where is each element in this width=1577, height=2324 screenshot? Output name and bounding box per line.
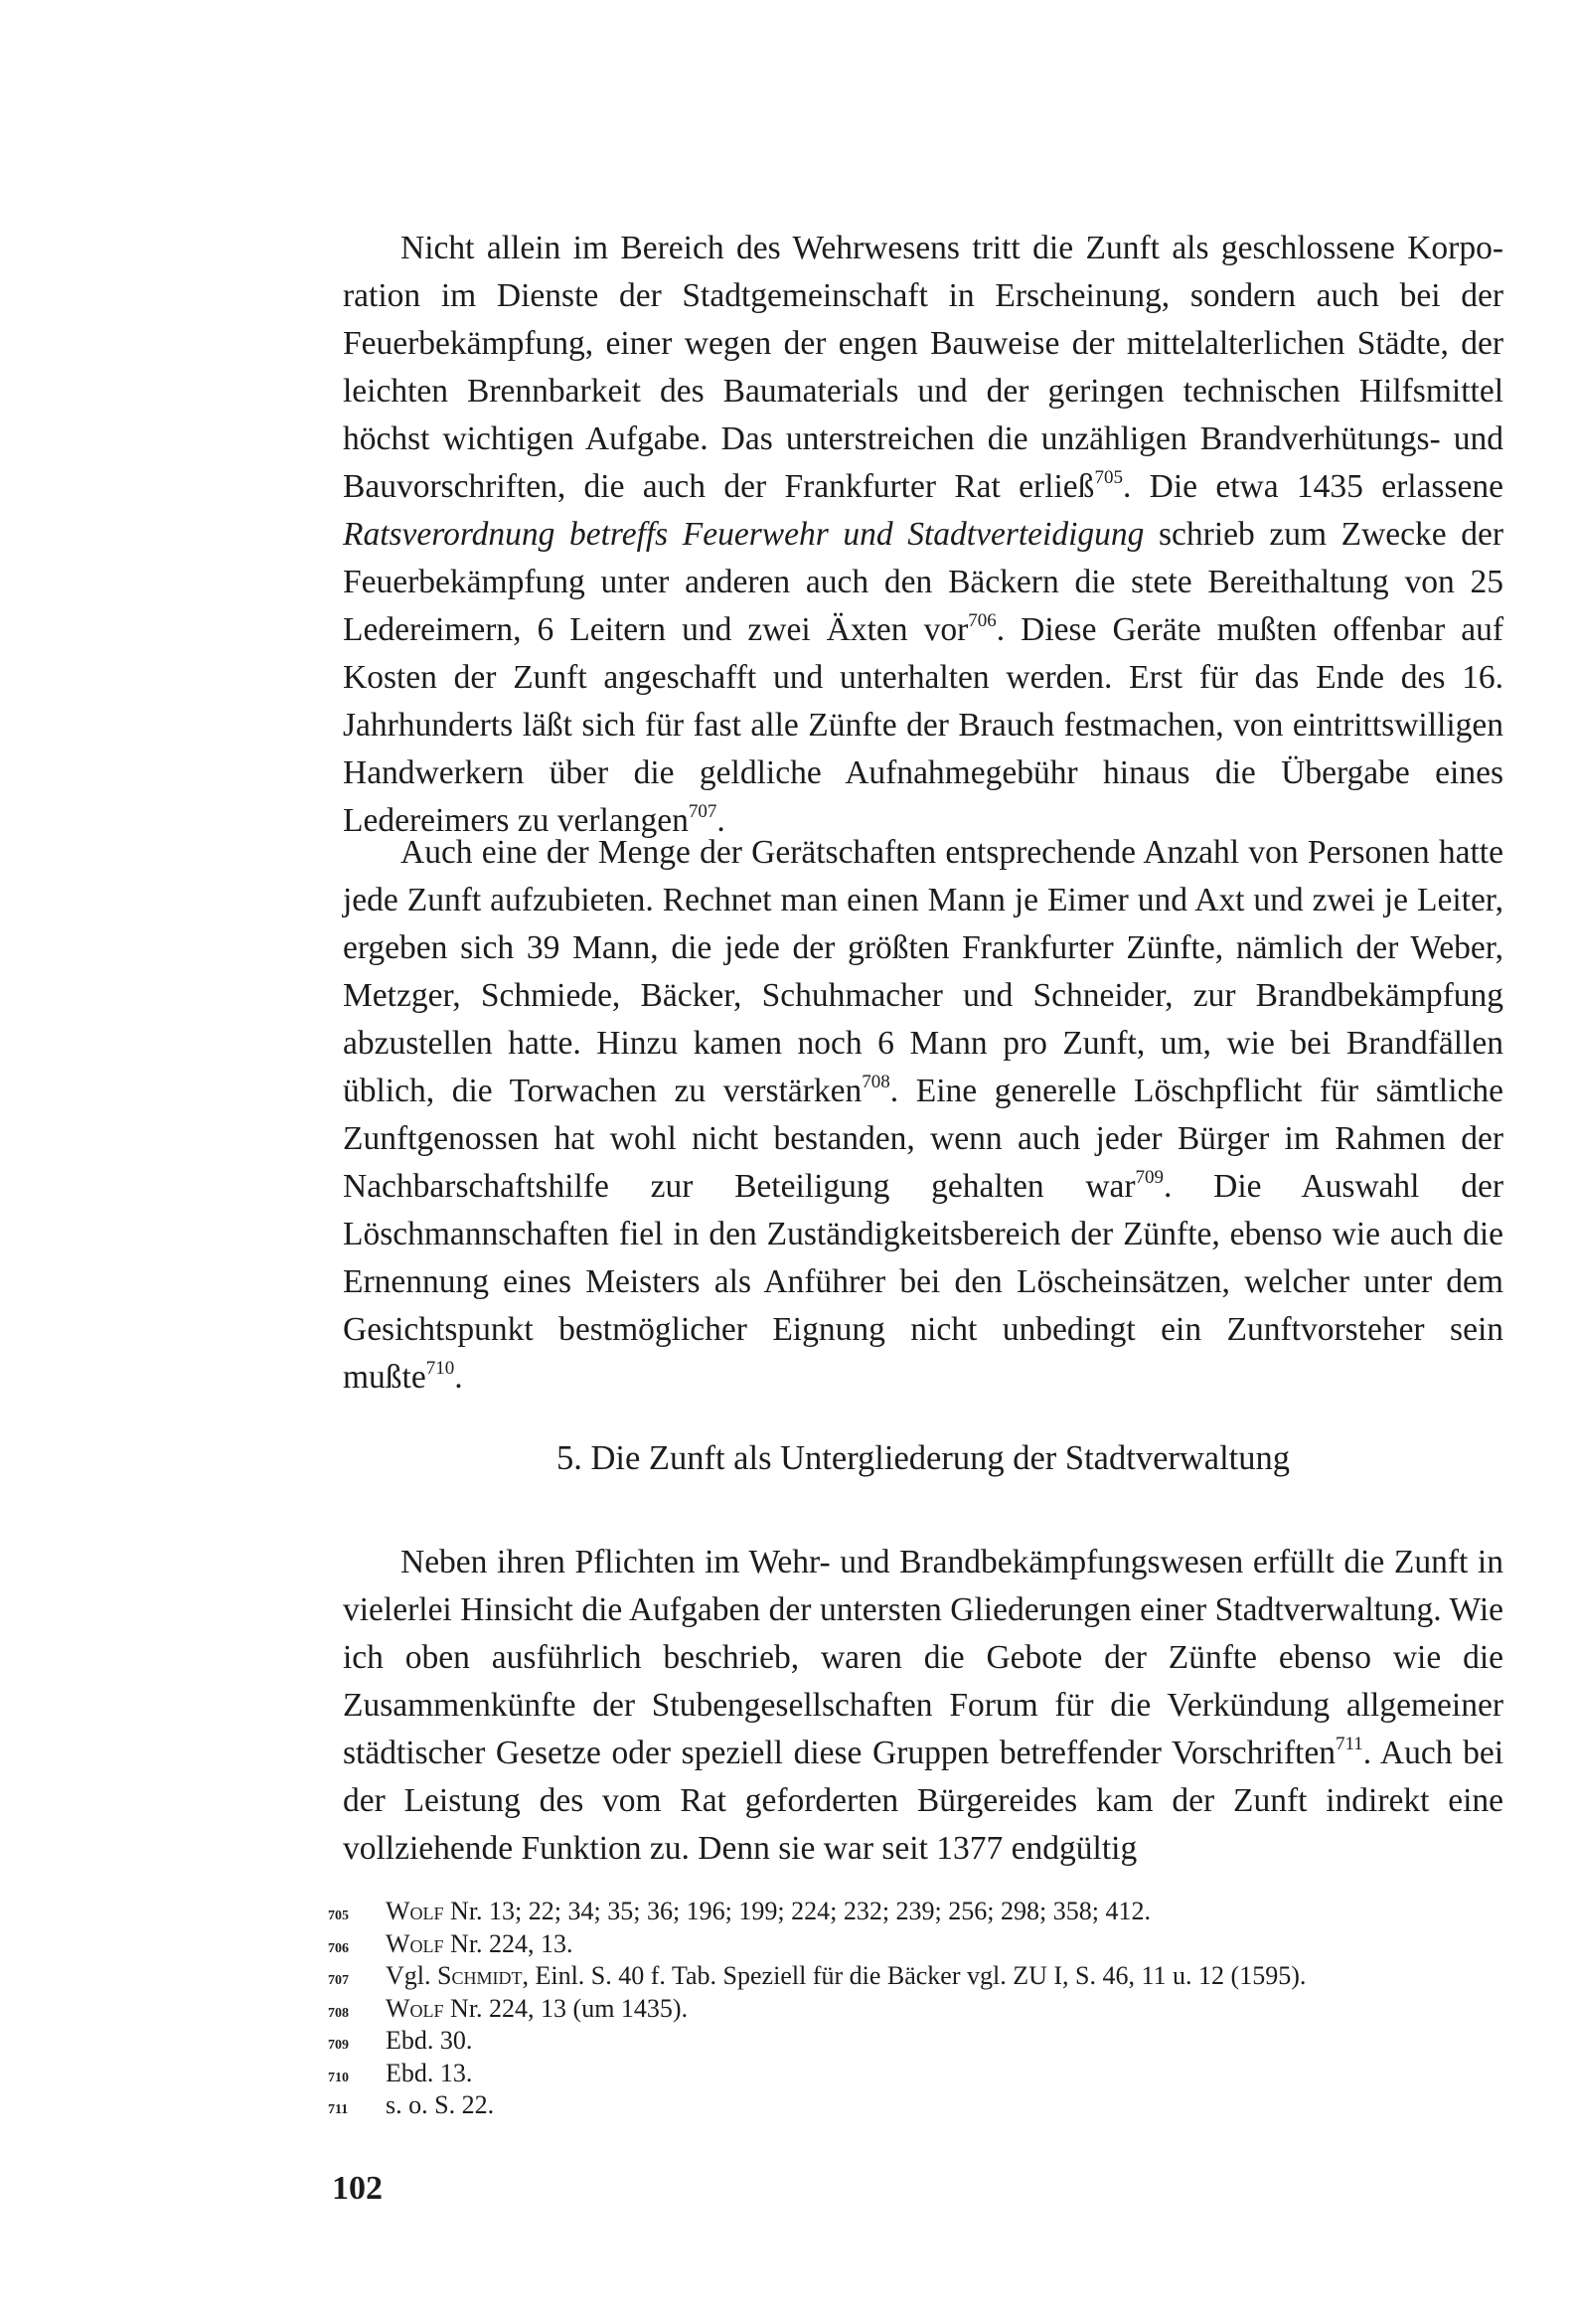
text-run: , Einl. S. 40 f. Tab. Speziell für die Bäcker vgl. ZU I, S. 46, 11 u. 12 (1595). bbox=[522, 1961, 1307, 1990]
text-run: Nr. 13; 22; 34; 35; 36; 196; 199; 224; 232; 239; 256; 298; 358; 412. bbox=[443, 1897, 1151, 1925]
footnote-reference: 708 bbox=[862, 1072, 890, 1092]
footnote-text bbox=[386, 1994, 688, 2024]
footnote-number: 711 bbox=[328, 2102, 349, 2117]
footnote-text bbox=[386, 2059, 472, 2088]
section-heading: 5. Die Zunft als Untergliederung der Stadtverwaltung bbox=[555, 1439, 1291, 1477]
text-run: Ebd. 13. bbox=[386, 2058, 473, 2087]
body-paragraph-2 bbox=[343, 829, 1503, 1402]
footnote-reference: 709 bbox=[1135, 1167, 1165, 1188]
text-run: Nicht allein im Bereich des Wehrwesens tritt die Zunft als geschlossene Korporation im Dienste der Stadtgemeinschaft in Erscheinung, sondern auch bei der Feuerbekämpfung, einer wegen der engen Bauweise der mittelalterlichen Städte, der leichten Brennbarkeit des Baumaterials und der geringen technischen Hilfsmittel höchst wichtigen Aufgabe. Das unterstreichen die unzähligen Brandverhütungs- und Bauvorschriften, die auch der Frankfurter Rat erließ bbox=[343, 230, 1503, 505]
text-run: . Diese Geräte mußten offenbar auf Kosten der Zunft angeschafft und unterhalten werden. Erst für das Ende des 16. Jahrhunderts läßt sich für fast alle Zünfte der Brauch festmachen, von eintrittswilligen Handwerkern über die geldliche Aufnahmegebühr hinaus die Übergabe eines Ledereimers zu verlangen bbox=[343, 611, 1503, 839]
text-run: . Eine generelle Löschpflicht für sämtliche Zunftgenossen hat wohl nicht bestanden, wenn auch jeder Bürger im Rahmen der Nachbarschaftshilfe zur Beteiligung gehalten war bbox=[343, 1073, 1503, 1205]
footnotes bbox=[328, 1897, 1520, 2123]
author-name: Schmidt bbox=[437, 1961, 523, 1990]
footnote-text bbox=[386, 1961, 1306, 1991]
footnote-number: 706 bbox=[328, 1940, 349, 1956]
text-run: Nr. 224, 13. bbox=[443, 1928, 573, 1958]
footnote bbox=[328, 1897, 1520, 1929]
footnote-reference: 711 bbox=[1335, 1734, 1363, 1754]
text-run: Neben ihren Pflichten im Wehr- und Brandbekämpfungswesen erfüllt die Zunft in vielerlei Hinsicht die Aufgaben der untersten Gliederungen einer Stadtverwaltung. Wie ich oben ausführlich beschrieb, waren die Gebote der Zünfte ebenso wie die Zusammenkünfte der Stubengesellschaften Forum für die Verkündung allgemeiner städtischer Gesetze oder speziell diese Gruppen betreffender Vorschriften bbox=[343, 1544, 1503, 1771]
body-paragraph-1 bbox=[343, 225, 1503, 845]
page-number: 102 bbox=[332, 2170, 383, 2207]
footnote-reference: 706 bbox=[968, 610, 997, 631]
footnote-reference: 707 bbox=[688, 801, 717, 822]
footnote-number: 707 bbox=[328, 1973, 349, 1988]
text-run: . Die Auswahl der Löschmannschaften fiel in den Zuständigkeitsbereich der Zünfte, ebenso wie auch die Ernennung eines Meisters als Anführer bei den Löscheinsätzen, welcher unter dem Gesichtspunkt bestmöglicher Eignung nicht unbedingt ein Zunftvorsteher sein mußte bbox=[343, 1168, 1503, 1396]
footnote bbox=[328, 1929, 1520, 1962]
footnote-text bbox=[386, 1897, 1151, 1926]
footnote bbox=[328, 2059, 1520, 2091]
footnote bbox=[328, 2090, 1520, 2123]
footnote-text bbox=[386, 2026, 472, 2056]
text-run: schrieb zum Zwecke der Feuerbekämpfung unter anderen auch den Bäckern die stete Bereithaltung von 25 Ledereimern, 6 Leitern und zwei Äxten vor bbox=[343, 516, 1503, 648]
author-name: Wolf bbox=[386, 1993, 444, 2023]
text-run: . Auch bei der Leistung des vom Rat geforderten Bürgereides kam der Zunft indirekt eine vollziehende Funktion zu. Denn sie war seit 1377 endgültig bbox=[343, 1735, 1504, 1867]
footnote-number: 708 bbox=[328, 2005, 349, 2021]
footnote-reference: 710 bbox=[425, 1358, 455, 1379]
italic-title: Ratsverordnung betreffs Feuerwehr und Stadtverteidigung bbox=[343, 516, 1145, 553]
footnote-number: 709 bbox=[328, 2038, 349, 2053]
footnote-number: 705 bbox=[328, 1909, 349, 1923]
footnote bbox=[328, 2026, 1520, 2059]
text-run: . bbox=[454, 1359, 463, 1396]
text-run: Vgl. bbox=[386, 1961, 437, 1990]
text-run: Ebd. 30. bbox=[386, 2026, 473, 2055]
footnote-reference: 705 bbox=[1094, 467, 1123, 488]
footnote-number: 710 bbox=[328, 2070, 349, 2085]
text-run: Auch eine der Menge der Gerätschaften entsprechende Anzahl von Personen hatte jede Zunft aufzubieten. Rechnet man einen Mann je Eimer und Axt und zwei je Leiter, ergeben sich 39 Mann, die jede der größten Frankfurter Zünfte, nämlich der Weber, Metzger, Schmiede, Bäcker, Schuhmacher und Schneider, zur Brandbekämpfung abzustellen hatte. Hinzu kamen noch 6 Mann pro Zunft, um, wie bei Brandfällen üblich, die Torwachen zu verstärken bbox=[343, 834, 1503, 1109]
footnote bbox=[328, 1961, 1520, 1994]
body-paragraph-3 bbox=[343, 1539, 1503, 1873]
footnote-text bbox=[386, 2090, 494, 2120]
author-name: Wolf bbox=[386, 1928, 444, 1958]
author-name: Wolf bbox=[386, 1897, 444, 1925]
text-run: Nr. 224, 13 (um 1435). bbox=[443, 1993, 689, 2023]
text-run: . bbox=[716, 802, 725, 839]
text-run: . Die etwa 1435 erlassene bbox=[1122, 468, 1503, 505]
footnote bbox=[328, 1994, 1520, 2027]
text-run: s. o. S. 22. bbox=[386, 2090, 495, 2119]
footnote-text bbox=[386, 1929, 573, 1959]
